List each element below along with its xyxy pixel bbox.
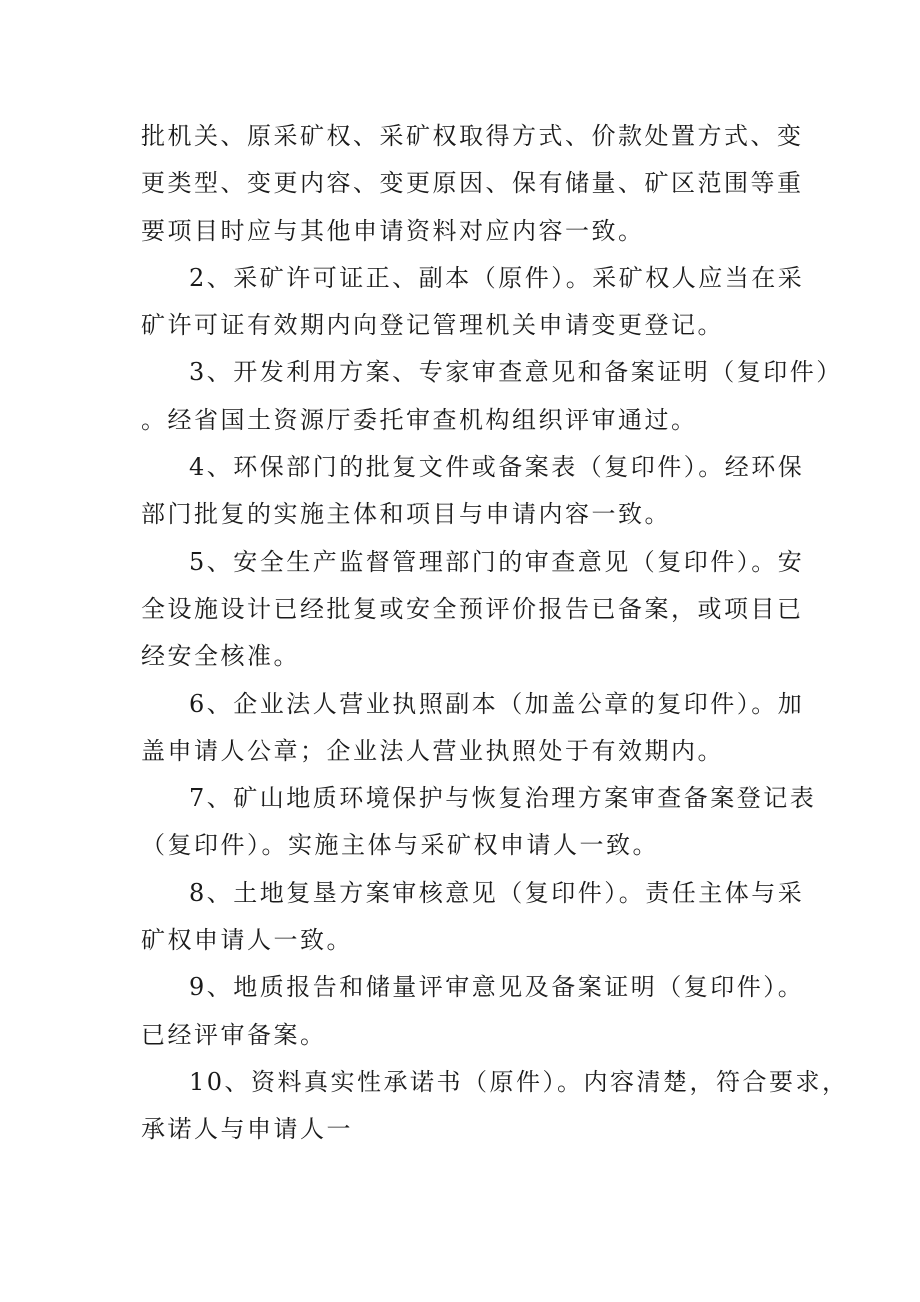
item-6-line: 盖申请人公章；企业法人营业执照处于有效期内。 [141, 736, 724, 765]
item-8-line: 8、土地复垦方案审核意见（复印件）。责任主体与采 [189, 878, 805, 907]
item-8-line: 矿权申请人一致。 [141, 926, 353, 955]
item-9-line: 9、地质报告和储量评审意见及备案证明（复印件）。 [189, 973, 805, 1002]
document-body [141, 113, 849, 1154]
paragraph-line: 批机关、原采矿权、采矿权取得方式、价款处置方式、变 [141, 122, 804, 150]
item-4-line: 4、环保部门的批复文件或备案表（复印件）。经环保 [189, 453, 805, 482]
item-10-line: 承诺人与申请人一 [141, 1115, 353, 1144]
item-7-line: （复印件）。实施主体与采矿权申请人一致。 [141, 831, 659, 860]
item-6-line: 6、企业法人营业执照副本（加盖公章的复印件）。加 [189, 689, 805, 718]
item-10-line: 10、资料真实性承诺书（原件）。内容清楚，符合要求， [189, 1067, 849, 1096]
item-5-line: 经安全核准。 [141, 642, 300, 671]
paragraph-line: 更类型、变更内容、变更原因、保有储量、矿区范围等重 [141, 169, 804, 198]
item-5-line: 全设施设计已经批复或安全预评价报告已备案，或项目已 [141, 594, 804, 623]
item-9-line: 已经评审备案。 [141, 1020, 327, 1049]
item-4-line: 部门批复的实施主体和项目与申请内容一致。 [141, 500, 671, 529]
item-5-line: 5、安全生产监督管理部门的审查意见（复印件）。安 [189, 547, 805, 576]
paragraph-line: 要项目时应与其他申请资料对应内容一致。 [141, 216, 645, 245]
item-3-line: 3、开发利用方案、专家审查意见和备案证明（复印件） [189, 358, 843, 387]
item-7-line: 7、矿山地质环境保护与恢复治理方案审查备案登记表 [189, 784, 817, 813]
item-2-line: 矿许可证有效期内向登记管理机关申请变更登记。 [141, 311, 724, 340]
item-2-line: 2、采矿许可证正、副本（原件）。采矿权人应当在采 [189, 263, 805, 292]
item-3-line: 。经省国土资源厅委托审查机构组织评审通过。 [141, 405, 698, 434]
